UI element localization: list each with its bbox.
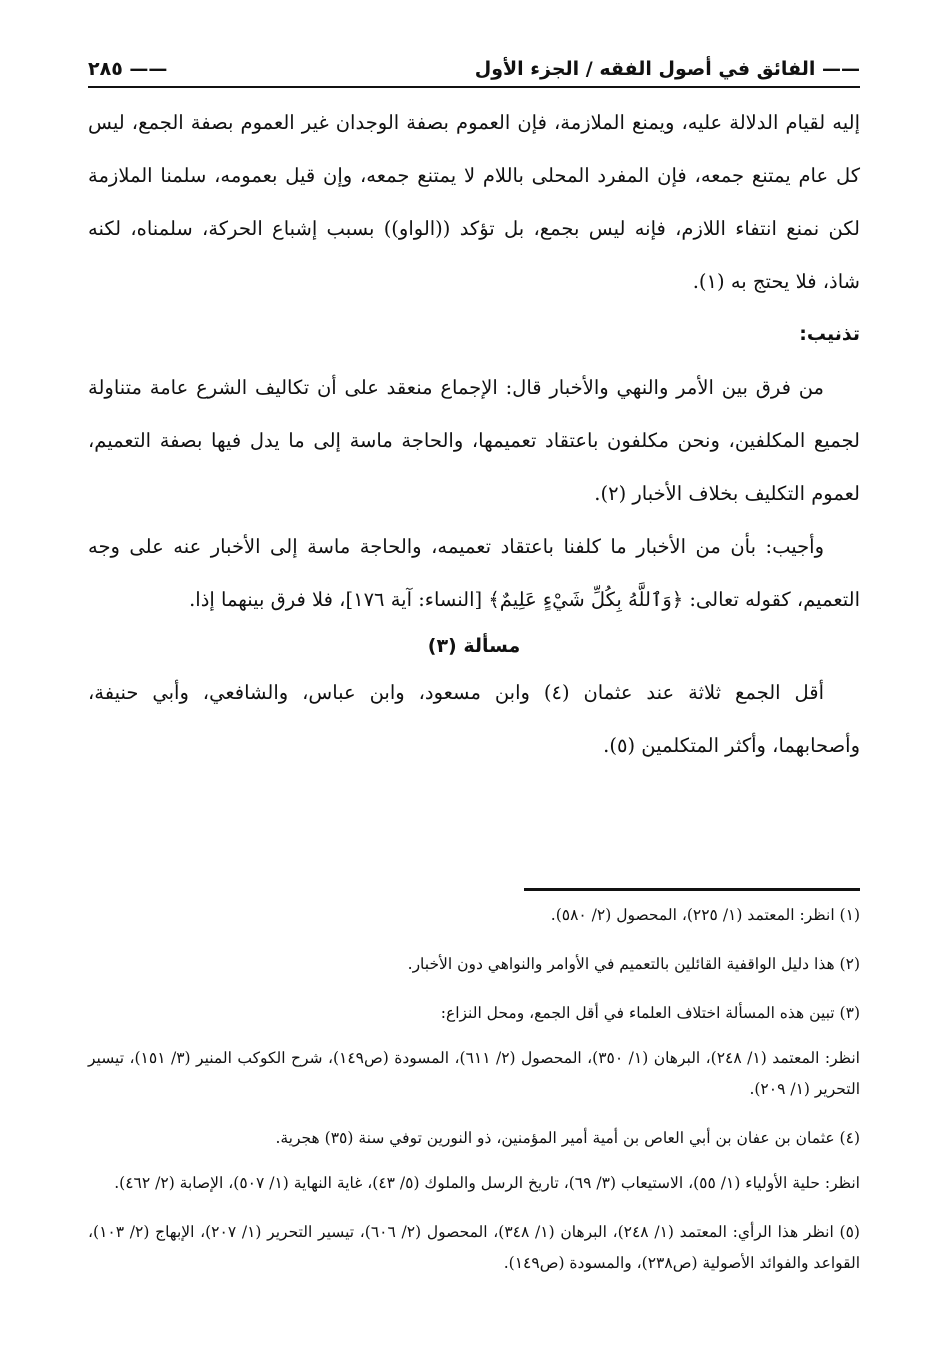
page-number: ٢٨٥ —— [88, 58, 167, 80]
footnote-4: (٤) عثمان بن عفان بن أبي العاص بن أمية أمير المؤمنين، ذو النورين توفي سنة (٣٥) هجرية. [275, 1129, 860, 1147]
header-rule [88, 86, 860, 88]
footnote-3: (٣) تبين هذه المسألة اختلاف العلماء في أقل الجمع، ومحل النزاع: [440, 1004, 860, 1022]
footnotes [88, 900, 860, 1297]
header-title: —— الفائق في أصول الفقه / الجزء الأول [475, 58, 860, 80]
footnote-2: (٢) هذا دليل الواقفية القائلين بالتعميم في الأوامر والنواهي دون الأخبار. [407, 955, 860, 973]
footnote-1: (١) انظر: المعتمد (١/ ٢٢٥)، المحصول (٢/ ٥٨٠). [550, 906, 860, 924]
footnote-4-refs: انظر: حلية الأولياء (١/ ٥٥)، الاستيعاب (٣/ ٦٩)، تاريخ الرسل والملوك (٥/ ٤٣)، غاية النهاية (١/ ٥٠٧)، الإصابة (٢/ ٤٦٢). [114, 1174, 860, 1192]
running-header [88, 58, 860, 92]
footnote-5: (٥) انظر هذا الرأي: المعتمد (١/ ٢٤٨)، البرهان (١/ ٣٤٨)، المحصول (٢/ ٦٠٦)، تيسير التحرير (١/ ٢٠٧)، الإبهاج (٢/ ١٠٣)، القواعد والفوائد الأصولية (ص٢٣٨)، والمسودة (ص١٤٩). [88, 1223, 860, 1272]
section-title: مسألة (٣) [427, 635, 521, 657]
main-text [88, 96, 860, 772]
paragraph-1: إليه لقيام الدلالة عليه، ويمنع الملازمة، فإن العموم بصفة الوجدان غير العموم بصفة الجمع، ليس كل عام يمتنع جمعه، فإن المفرد المحلى باللام لا يمتنع جمعه، وإن قيل بعمومه، سلمنا الملازمة لكن نمنع انتفاء اللازم، فإنه ليس بجمع، بل تؤكد ((الواو)) بسبب إشباع الحركة، سلمناه، لكنه شاذ، فلا يحتج به (١). [88, 111, 860, 293]
paragraph-4: أقل الجمع ثلاثة عند عثمان (٤) وابن مسعود، وابن عباس، والشافعي، وأبي حنيفة، وأصحابهما، وأكثر المتكلمين (٥). [88, 681, 860, 757]
paragraph-2: من فرق بين الأمر والنهي والأخبار قال: الإجماع منعقد على أن تكاليف الشرع عامة متناولة لجميع المكلفين، ونحن مكلفون باعتقاد تعميمها، والحاجة ماسة إلى ما يدل فيها بصفة التعميم، لعموم التكليف بخلاف الأخبار (٢). [88, 376, 860, 505]
paragraph-3: وأجيب: بأن من الأخبار ما كلفنا باعتقاد تعميمه، والحاجة ماسة إلى الأخبار عنه على وجه التعميم، كقوله تعالى: ﴿وَٱللَّهُ بِكُلِّ شَيْءٍ عَلِيمٌ﴾ [النساء: آية ١٧٦]، فلا فرق بينهما إذا. [88, 535, 860, 611]
footnotes-divider [524, 888, 860, 891]
heading-tadhnib: تذنيب: [799, 323, 860, 345]
footnote-3-refs: انظر: المعتمد (١/ ٢٤٨)، البرهان (١/ ٣٥٠)، المحصول (٢/ ٦١١)، المسودة (ص١٤٩)، شرح الكوكب المنير (٣/ ١٥١)، تيسير التحرير (١/ ٢٠٩). [88, 1049, 860, 1098]
